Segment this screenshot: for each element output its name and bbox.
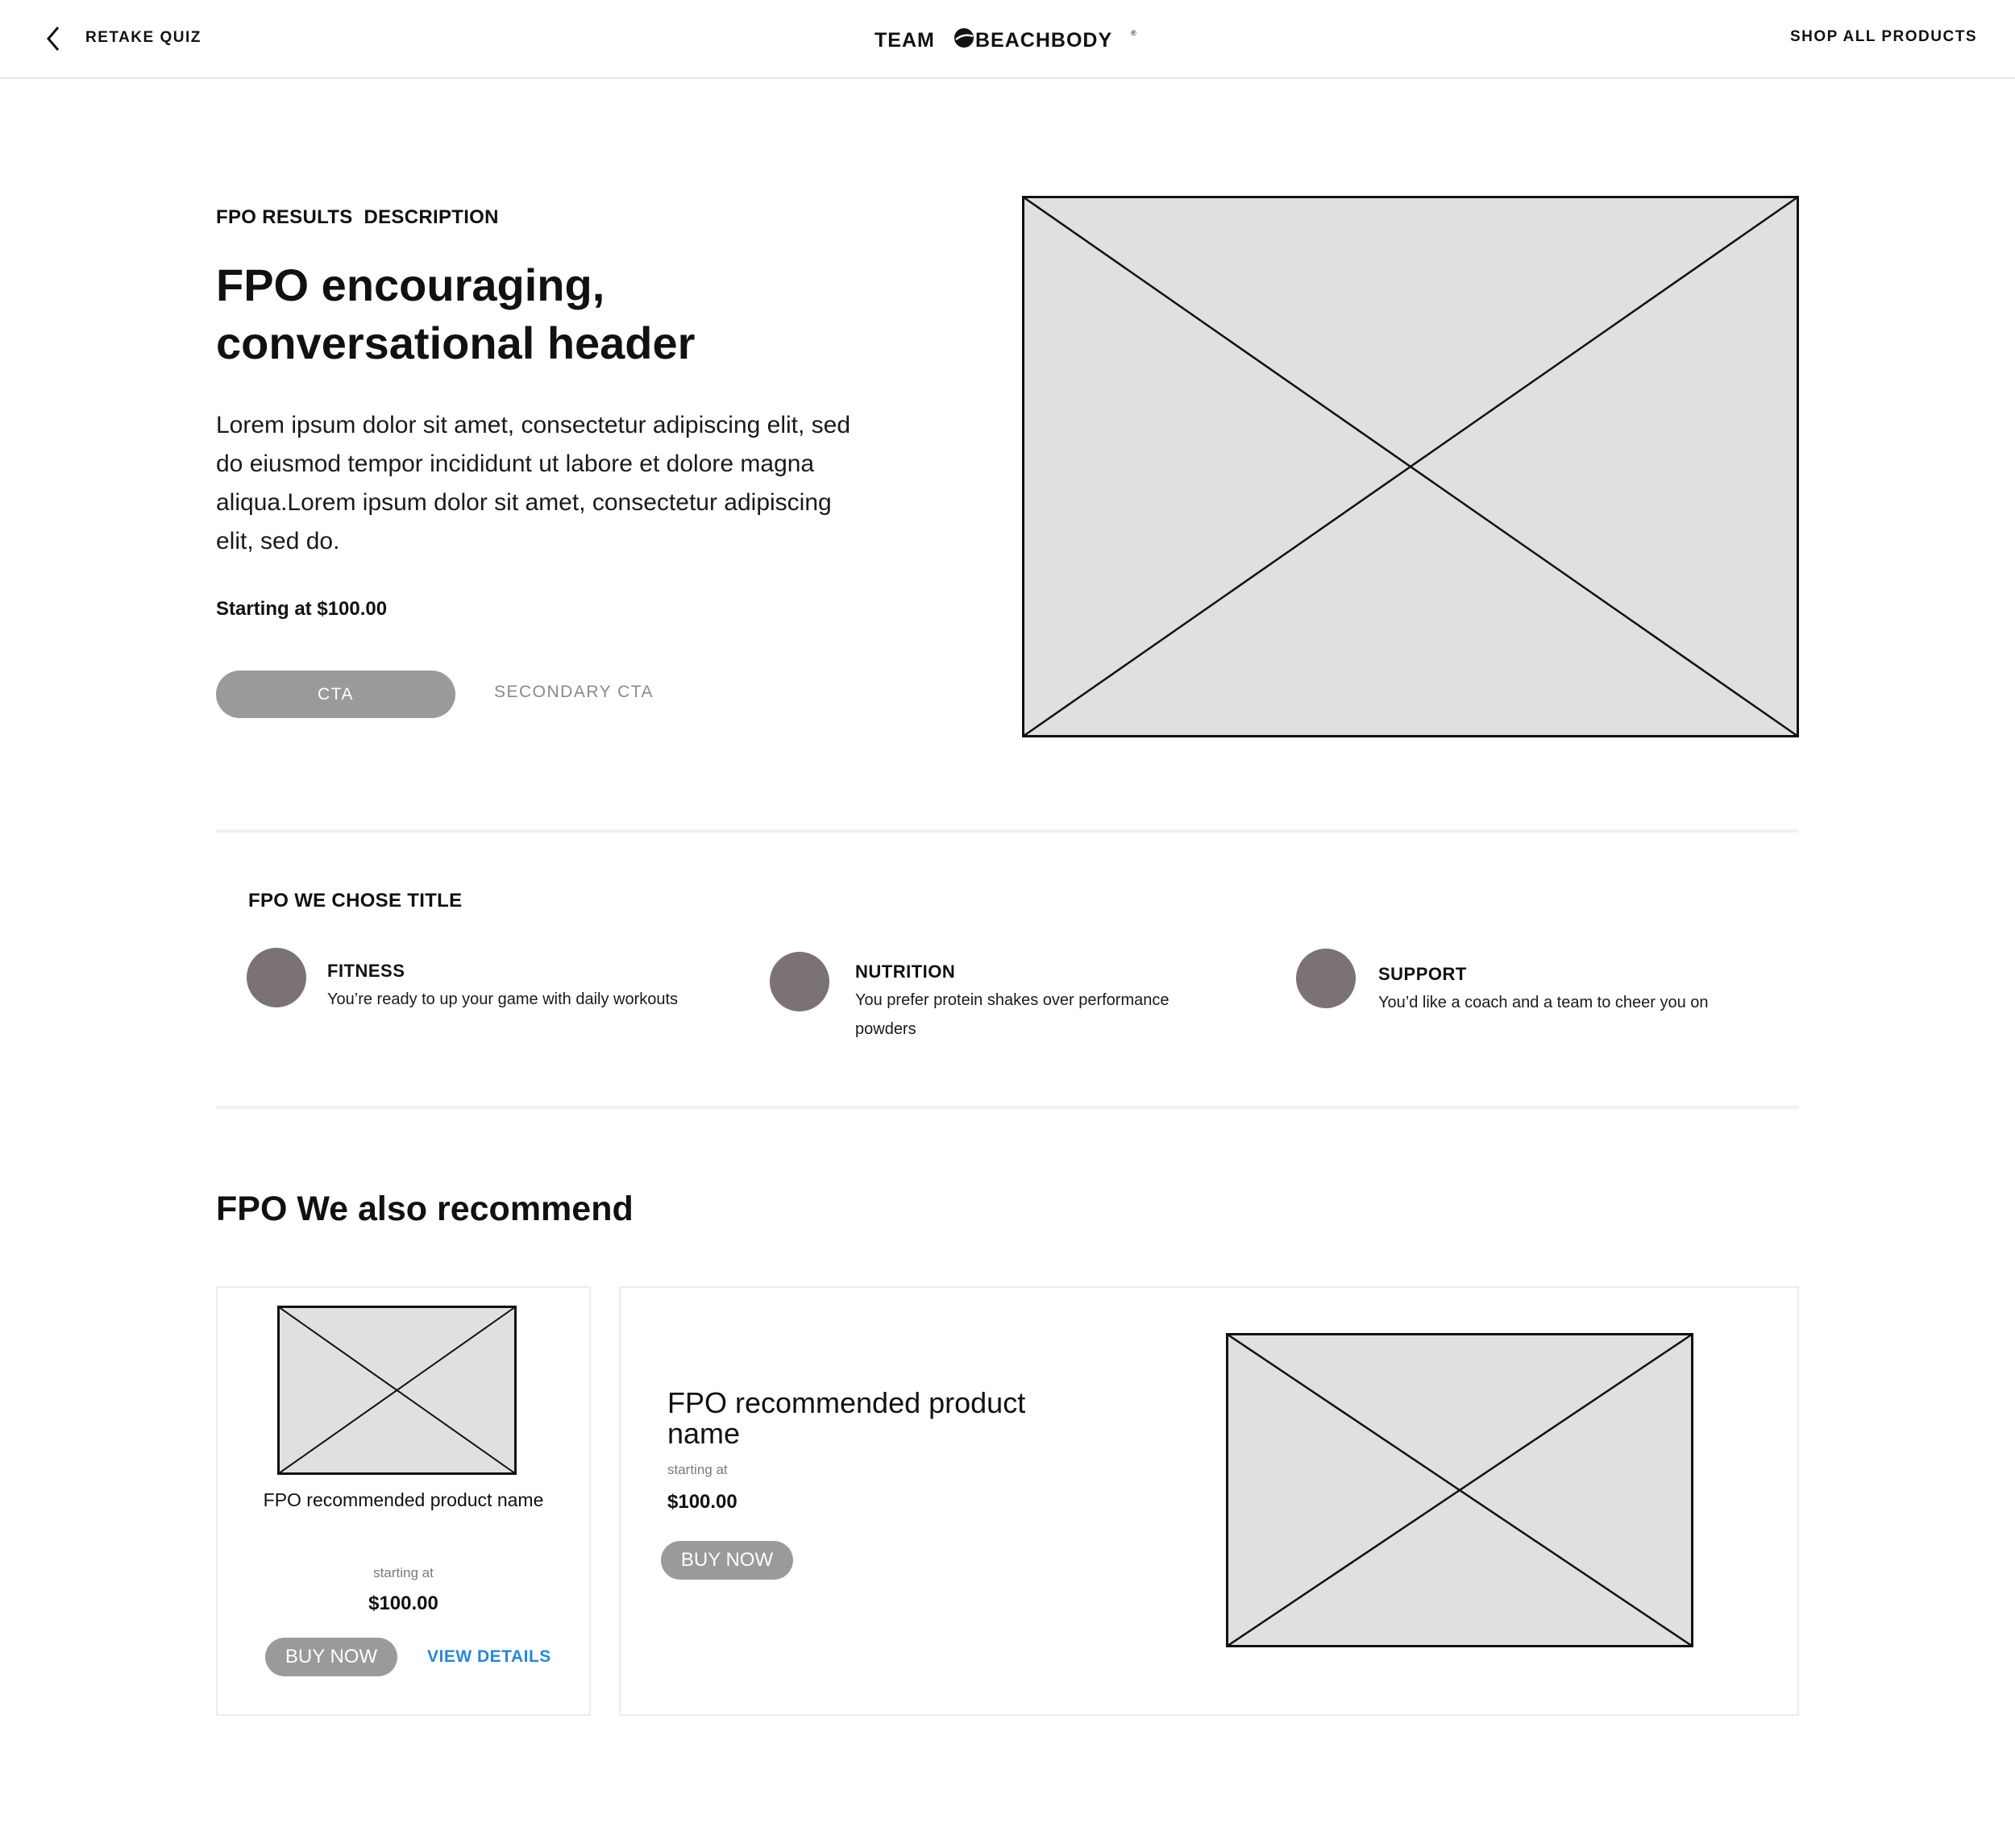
results-eyebrow: FPO RESULTS DESCRIPTION [216,206,499,228]
team-beachbody-logo[interactable] [875,25,1140,52]
support-desc: You’d like a coach and a team to cheer you on [1378,994,1709,1011]
product-price: $100.00 [667,1491,737,1513]
product-name[interactable]: FPO recommended product name [667,1386,1026,1450]
chevron-left-icon[interactable] [42,24,66,53]
hero-body-text: Lorem ipsum dolor sit amet, consectetur adipiscing elit, sed do eiusmod tempor incididunt ut labore et dolore magna aliqua.Lorem ipsum dolor sit amet, consectetur adipiscing elit, sed do. [216,412,851,554]
support-title: SUPPORT [1378,964,1467,984]
view-details-link[interactable]: VIEW DETAILS [427,1647,551,1666]
recommend-title: FPO We also recommend [216,1190,634,1228]
fitness-title: FITNESS [327,961,405,981]
cta-button[interactable]: CTA [216,671,455,718]
retake-quiz-link[interactable]: RETAKE QUIZ [85,29,202,46]
svg-text:®: ® [1131,29,1136,37]
product-name[interactable]: FPO recommended product name [263,1489,544,1510]
product-image-placeholder [277,1306,517,1475]
fitness-avatar [247,948,306,1007]
section-divider [216,1106,1799,1109]
secondary-cta-link[interactable]: SECONDARY CTA [494,683,654,701]
we-chose-title: FPO WE CHOSE TITLE [248,890,463,912]
shop-all-products-link[interactable]: SHOP ALL PRODUCTS [1789,28,1977,45]
starting-at-label: starting at [373,1565,434,1580]
hero-price: Starting at $100.00 [216,598,388,620]
buy-now-button[interactable]: BUY NOW [661,1541,793,1580]
buy-now-button[interactable]: BUY NOW [265,1638,397,1676]
section-divider [216,829,1799,833]
nutrition-desc: You prefer protein shakes over performance powders [855,991,1170,1038]
hero-image-placeholder [1022,196,1799,737]
hero-title: FPO encouraging, conversational header [216,260,696,368]
product-image-placeholder [1226,1333,1693,1647]
top-nav [0,0,2015,79]
support-avatar [1296,949,1356,1008]
nutrition-avatar [770,952,829,1011]
product-price: $100.00 [368,1593,438,1614]
fitness-desc: You’re ready to up your game with daily workouts [327,990,679,1008]
svg-text:BEACHBODY: BEACHBODY [975,29,1113,52]
starting-at-label: starting at [667,1462,728,1477]
svg-text:TEAM: TEAM [875,29,935,52]
nutrition-title: NUTRITION [855,961,956,982]
